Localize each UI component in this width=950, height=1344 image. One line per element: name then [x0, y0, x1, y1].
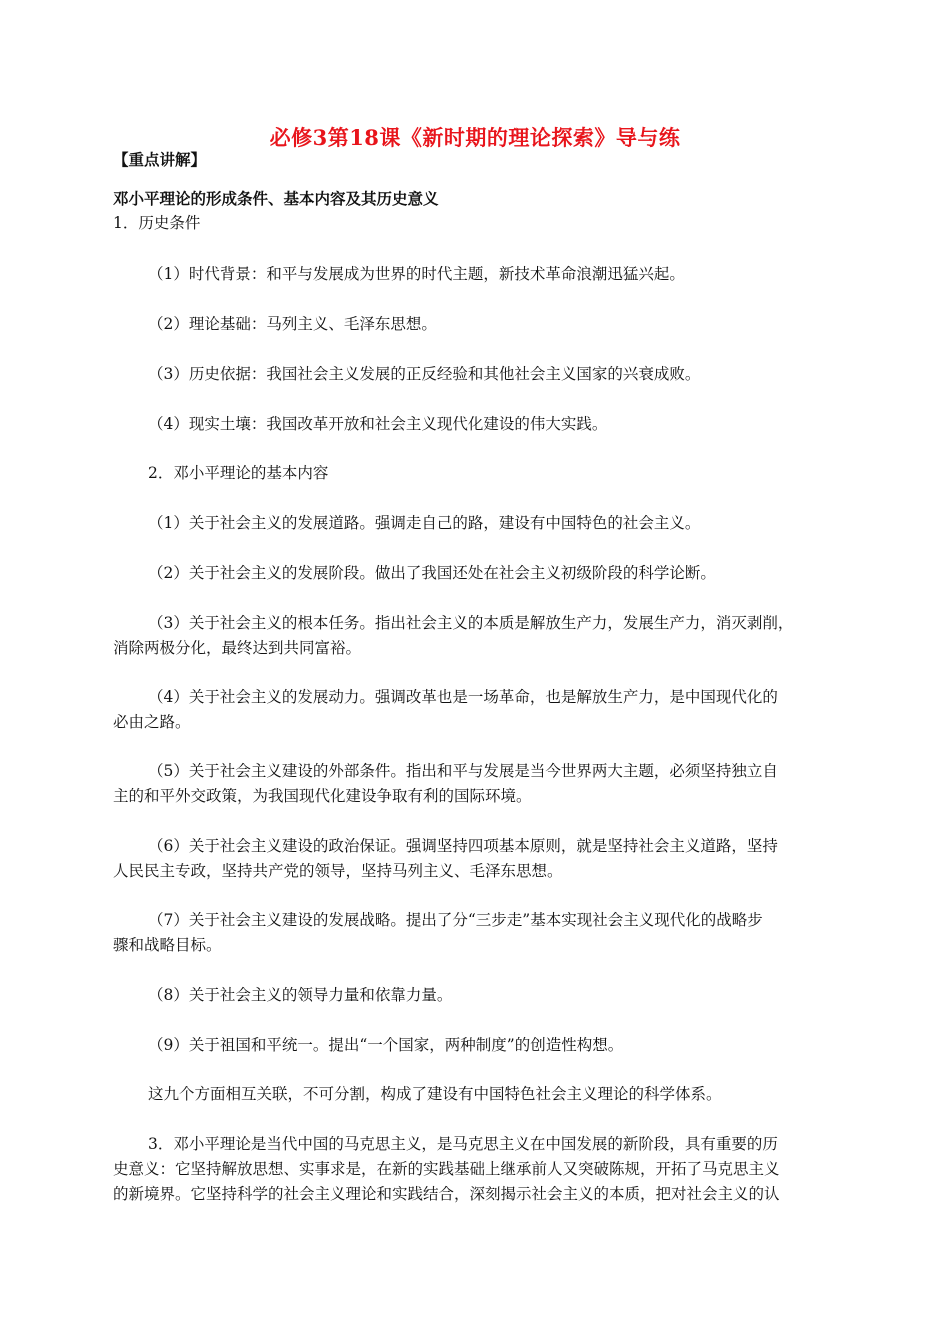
content-item-4-cont: 必由之路。 — [113, 713, 191, 731]
condition-item: （2）理论基础：马列主义、毛泽东思想。 — [148, 315, 437, 333]
section-header: 【重点讲解】 — [113, 150, 207, 169]
part3-line-3: 的新境界。它坚持科学的社会主义理论和实践结合，深刻揭示社会主义的本质，把对社会主义的认 — [113, 1185, 780, 1203]
content-item-7: （7）关于社会主义建设的发展战略。提出了分“三步走”基本实现社会主义现代化的战略步 — [148, 911, 763, 929]
topic-heading: 邓小平理论的形成条件、基本内容及其历史意义 — [113, 189, 439, 208]
content-item-6-cont: 人民民主专政，坚持共产党的领导，坚持马列主义、毛泽东思想。 — [113, 862, 563, 880]
content-item-1: （1）关于社会主义的发展道路。强调走自己的路，建设有中国特色的社会主义。 — [148, 514, 701, 532]
content-item-5: （5）关于社会主义建设的外部条件。指出和平与发展是当今世界两大主题，必须坚持独立自 — [148, 762, 778, 780]
part2-heading: 2．邓小平理论的基本内容 — [148, 464, 329, 482]
part1-heading: 1．历史条件 — [113, 214, 201, 232]
content-item-3-cont: 消除两极分化，最终达到共同富裕。 — [113, 639, 362, 657]
part3-line-2: 史意义：它坚持解放思想、实事求是，在新的实践基础上继承前人又突破陈规，开拓了马克思主义 — [113, 1160, 780, 1178]
content-item-6: （6）关于社会主义建设的政治保证。强调坚持四项基本原则，就是坚持社会主义道路，坚持 — [148, 837, 778, 855]
condition-item: （3）历史依据：我国社会主义发展的正反经验和其他社会主义国家的兴衰成败。 — [148, 365, 701, 383]
summary-paragraph: 这九个方面相互关联，不可分割，构成了建设有中国特色社会主义理论的科学体系。 — [148, 1085, 722, 1103]
content-item-5-cont: 主的和平外交政策，为我国现代化建设争取有利的国际环境。 — [113, 787, 532, 805]
content-item-2: （2）关于社会主义的发展阶段。做出了我国还处在社会主义初级阶段的科学论断。 — [148, 564, 716, 582]
content-item-7-cont: 骤和战略目标。 — [113, 936, 222, 954]
content-item-3: （3）关于社会主义的根本任务。指出社会主义的本质是解放生产力，发展生产力，消灭剥削， — [148, 614, 794, 632]
content-item-8: （8）关于社会主义的领导力量和依靠力量。 — [148, 986, 453, 1004]
condition-item: （4）现实土壤：我国改革开放和社会主义现代化建设的伟大实践。 — [148, 415, 608, 433]
condition-item: （1）时代背景：和平与发展成为世界的时代主题，新技术革命浪潮迅猛兴起。 — [148, 265, 685, 283]
part3-line-1: 3．邓小平理论是当代中国的马克思主义，是马克思主义在中国发展的新阶段，具有重要的历 — [148, 1135, 778, 1153]
content-item-9: （9）关于祖国和平统一。提出“一个国家，两种制度”的创造性构想。 — [148, 1036, 624, 1054]
content-item-4: （4）关于社会主义的发展动力。强调改革也是一场革命，也是解放生产力，是中国现代化的 — [148, 688, 778, 706]
document-title: 必修3第18课《新时期的理论探索》导与练 — [269, 125, 681, 150]
